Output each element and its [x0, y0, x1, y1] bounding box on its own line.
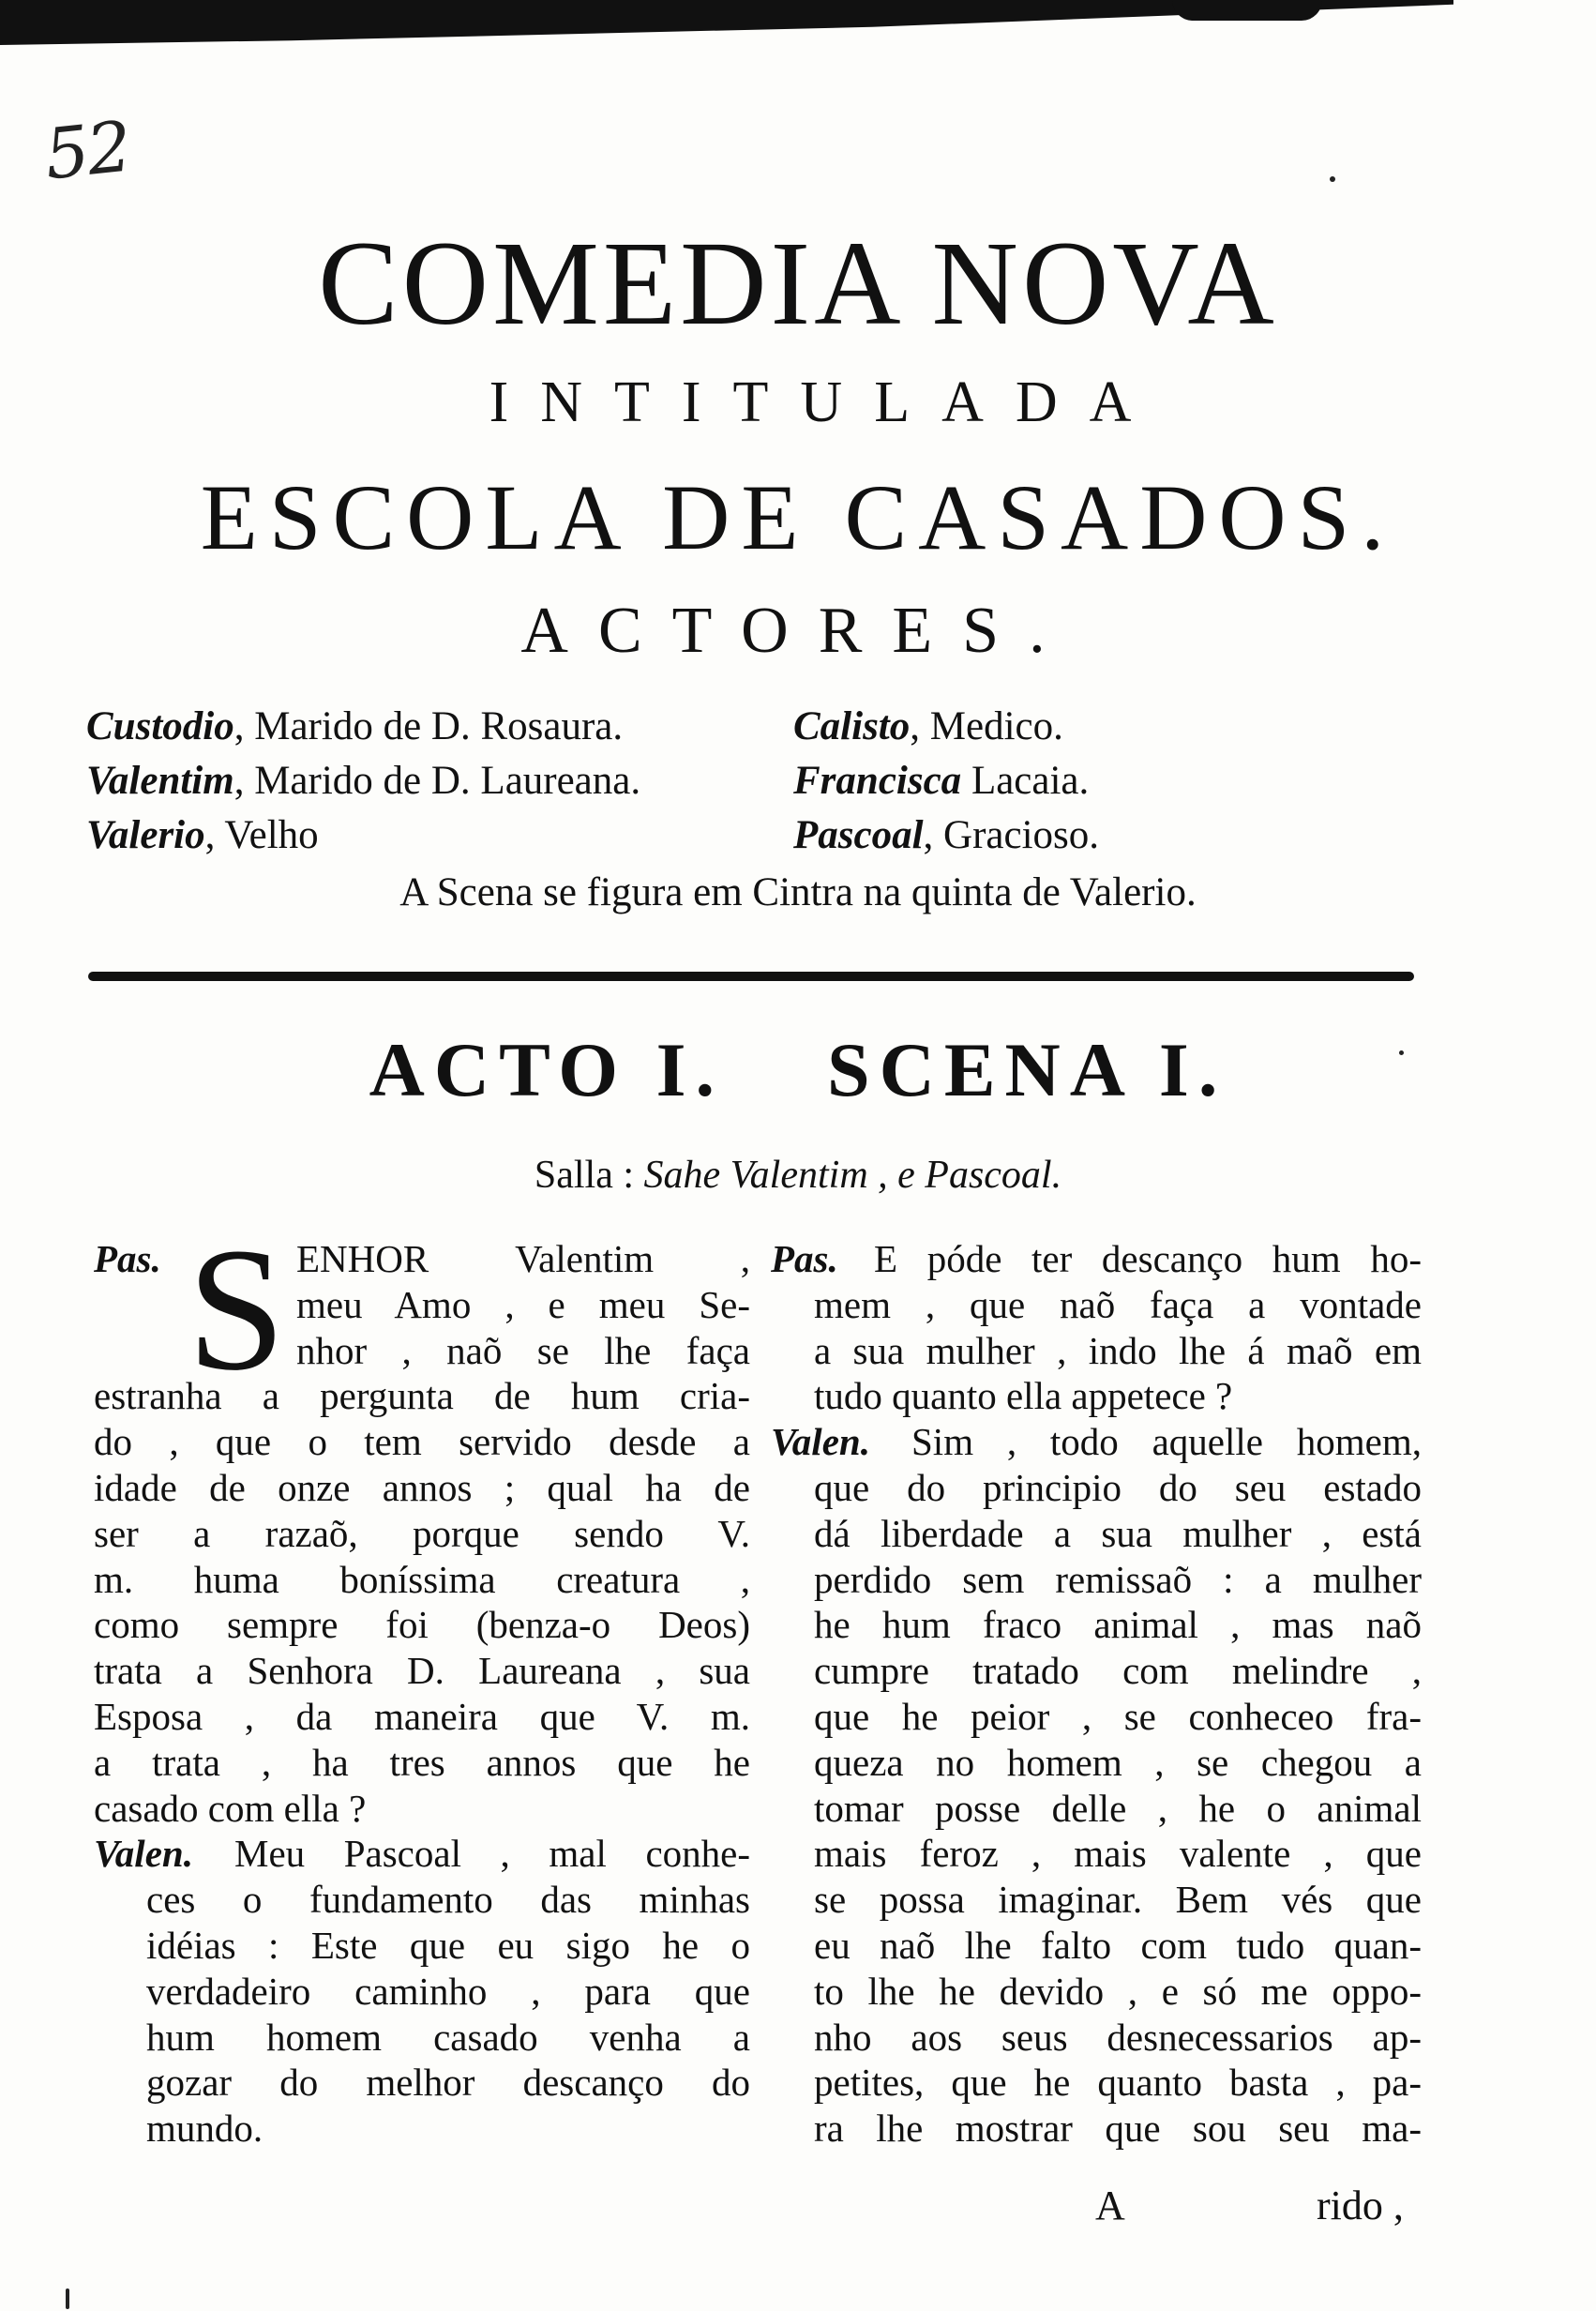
scene-location: A Scena se figura em Cintra na quinta de Valerio. [399, 870, 1197, 914]
top-border-rule-fragment [1172, 0, 1322, 21]
title-subtitle: INTITULADA [489, 370, 1164, 434]
cast-list-right [793, 700, 1099, 863]
cast-entry [793, 754, 1099, 808]
speech-block [771, 1419, 1422, 2152]
cast-name: Valerio [86, 813, 205, 857]
speaker-label: Valen. [771, 1420, 870, 1464]
cast-name: Valentim [86, 759, 234, 803]
cast-role: , Marido de D. Rosaura. [233, 704, 624, 748]
act-heading [0, 1027, 1596, 1112]
title-main: COMEDIA NOVA [318, 217, 1278, 350]
cast-name: Francisca [793, 759, 962, 803]
text-line: trata a Senhora D. Laureana , sua [94, 1649, 750, 1693]
cast-name: Pascoal [793, 813, 924, 857]
text-line: hum homem casado venha a [146, 2015, 750, 2059]
text-line: nho aos seus desnecessarios ap- [814, 2015, 1422, 2059]
text-line: meu Amo , e meu Se- [296, 1282, 750, 1326]
cast-entry [86, 808, 640, 863]
text-line: mundo. [146, 2107, 263, 2151]
play-title: ESCOLA DE CASADOS. [200, 465, 1396, 569]
text-line: cumpre tratado com melindre , [814, 1649, 1422, 1693]
text-line: ces o fundamento das minhas [146, 1878, 750, 1922]
text-line: dá liberdade a sua mulher , está [814, 1511, 1422, 1555]
text-line: m. huma boníssima creatura , [94, 1557, 750, 1601]
setting-room: Salla : [534, 1154, 635, 1197]
cast-entry [86, 754, 640, 808]
text-line: estranha a pergunta de hum cria- [94, 1374, 750, 1418]
text-line: ENHOR Valentim , [296, 1237, 750, 1280]
text-line: ser a razaõ, porque sendo V. [94, 1511, 750, 1555]
text-line: a trata , ha tres annos que he [94, 1740, 750, 1784]
text-line: ra lhe mostrar que sou seu ma- [814, 2107, 1422, 2151]
text-line: idade de onze annos ; qual ha de [94, 1465, 750, 1509]
cast-role: , Velho [204, 813, 319, 857]
text-line: que he peior , se conheceo fra- [814, 1694, 1422, 1738]
speech-block [771, 1236, 1422, 1419]
text-line: a sua mulher , indo lhe á maõ em [814, 1328, 1422, 1372]
text-line: perdido sem remissaõ : a mulher [814, 1557, 1422, 1601]
speaker-label: Pas. [771, 1237, 838, 1280]
text-line: casado com ella ? [94, 1786, 367, 1830]
text-line: se possa imaginar. Bem vés que [814, 1878, 1422, 1922]
speech-block [94, 1831, 750, 2152]
text-line: Meu Pascoal , mal conhe- [234, 1832, 750, 1876]
text-line: queza no homem , se chegou a [814, 1740, 1422, 1784]
catchword: rido , [1317, 2183, 1404, 2228]
section-divider [88, 972, 1414, 981]
text-line: to lhe he devido , e só me oppo- [814, 1969, 1422, 2013]
text-column-right [771, 1236, 1422, 2152]
ink-speck [1399, 1050, 1404, 1055]
text-line: E póde ter descanço hum ho- [874, 1237, 1422, 1280]
text-line: Sim , todo aquelle homem, [911, 1420, 1422, 1464]
cast-name: Custodio [86, 704, 234, 748]
text-line: como sempre foi (benza-o Deos) [94, 1603, 750, 1647]
cast-list-left [86, 700, 640, 863]
text-line: verdadeiro caminho , para que [146, 1969, 750, 2013]
cast-heading: ACTORES. [520, 595, 1076, 667]
text-line: idéias : Este que eu sigo he o [146, 1923, 750, 1967]
text-line: mais feroz , mais valente , que [814, 1832, 1422, 1876]
speaker-label: Valen. [94, 1832, 193, 1876]
ink-speck [1330, 176, 1335, 182]
text-line: tomar posse delle , he o animal [814, 1786, 1422, 1830]
scene-label: SCENA I. [827, 1027, 1227, 1112]
text-line: nhor , naõ se lhe faça [296, 1328, 750, 1372]
text-line: gozar do melhor descanço do [146, 2061, 750, 2105]
text-line: Esposa , da maneira que V. m. [94, 1694, 750, 1738]
cast-name: Calisto [793, 704, 911, 748]
text-line: he hum fraco animal , mas naõ [814, 1603, 1422, 1647]
text-line: que do principio do seu estado [814, 1465, 1422, 1509]
act-label: ACTO I. [369, 1027, 724, 1112]
ink-speck [66, 2288, 69, 2309]
text-line: mem , que naõ faça a vontade [814, 1282, 1422, 1326]
signature-mark: A [1095, 2183, 1125, 2228]
drop-cap: S [187, 1211, 286, 1407]
text-line: tudo quanto ella appetece ? [814, 1374, 1233, 1418]
cast-entry [793, 808, 1099, 863]
speech-block [94, 1211, 750, 2152]
handwritten-page-number: 52 [40, 106, 134, 196]
text-line: eu naõ lhe falto com tudo quan- [814, 1923, 1422, 1967]
cast-role: , Gracioso. [923, 813, 1100, 857]
setting-action: Sahe Valentim , e Pascoal. [643, 1154, 1062, 1197]
cast-role: , Medico. [910, 704, 1063, 748]
cast-role: , Marido de D. Laureana. [233, 759, 641, 803]
stage-direction [0, 1156, 1596, 1195]
cast-role: Lacaia. [961, 759, 1090, 803]
text-line: petites, que he quanto basta , pa- [814, 2061, 1422, 2105]
speaker-label: Pas. [94, 1237, 161, 1280]
cast-entry [793, 700, 1099, 754]
cast-entry [86, 700, 640, 754]
text-line: do , que o tem servido desde a [94, 1420, 750, 1464]
